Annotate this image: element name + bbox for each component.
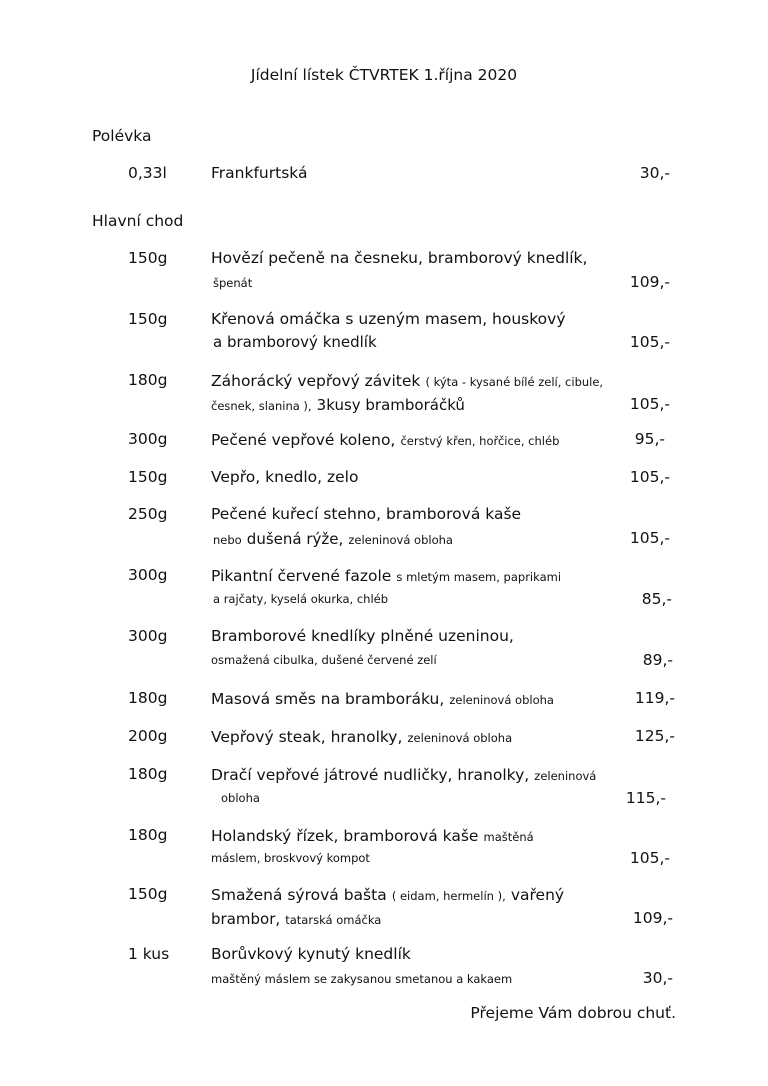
item-note: maštěná [483, 830, 534, 844]
item-price: 105,- [629, 468, 670, 486]
item-qty: 150g [128, 468, 168, 486]
item-name: Smažená sýrová bašta [211, 886, 387, 904]
item-price: 119,- [634, 689, 675, 707]
item-qty: 1 kus [128, 945, 170, 963]
item-note: zeleninová obloha [348, 533, 453, 547]
item-name: Frankfurtská [211, 164, 308, 182]
item-qty: 180g [128, 826, 168, 844]
item-note: špenát [213, 276, 253, 290]
item-note: osmažená cibulka, dušené červené zelí [211, 653, 437, 667]
item-note: ( kýta - kysané bílé zelí, cibule, [425, 375, 604, 389]
item-qty: 300g [128, 627, 168, 645]
item-name: Pikantní červené fazole [211, 567, 392, 585]
item-price: 105,- [629, 395, 670, 413]
item-name: Pečené vepřové koleno, [211, 431, 396, 449]
item-name-line1 [211, 689, 554, 708]
item-price: 105,- [629, 529, 670, 547]
item-qty: 180g [128, 371, 168, 389]
closing-wish: Přejeme Vám dobrou chuť. [470, 1004, 676, 1022]
item-name: Křenová omáčka s uzeným masem, houskový [211, 310, 566, 328]
item-price: 85,- [641, 590, 672, 608]
section-main: Hlavní chod [92, 212, 184, 230]
item-qty: 200g [128, 727, 168, 745]
item-name-line1 [211, 430, 559, 449]
item-price: 30,- [639, 164, 670, 182]
item-note: nebo [213, 533, 242, 547]
item-note: s mletým masem, paprikami [396, 570, 562, 584]
item-price: 109,- [632, 909, 673, 927]
item-name-part: 3kusy bramboráčků [316, 396, 465, 414]
item-qty: 300g [128, 430, 168, 448]
item-name-part: dušená rýže, [246, 530, 344, 548]
item-qty: 300g [128, 566, 168, 584]
item-price: 105,- [629, 849, 670, 867]
item-note: maštěný máslem se zakysanou smetanou a kakaem [211, 972, 513, 986]
item-qty: 180g [128, 765, 168, 783]
item-note: tatarská omáčka [285, 913, 382, 927]
item-qty: 150g [128, 885, 168, 903]
item-name: Hovězí pečeně na česneku, bramborový knedlík, [211, 249, 588, 267]
item-name-line1 [211, 727, 512, 746]
item-price: 105,- [629, 333, 670, 351]
item-name-line2 [213, 529, 453, 548]
item-note: obloha [221, 791, 260, 805]
item-name-line2 [211, 909, 381, 928]
item-name: Dračí vepřové játrové nudličky, hranolky, [211, 766, 530, 784]
item-name-part: brambor, [211, 910, 281, 928]
item-name-line2 [211, 395, 465, 414]
item-name-line1 [211, 566, 561, 585]
item-price: 115,- [625, 789, 666, 807]
item-price: 125,- [634, 727, 675, 745]
item-note: zeleninová obloha [407, 731, 513, 745]
item-price: 30,- [642, 969, 673, 987]
item-name-line1 [211, 765, 596, 784]
item-name: Borůvkový kynutý knedlík [211, 945, 411, 963]
item-name: Pečené kuřecí stehno, bramborová kaše [211, 505, 522, 523]
item-qty: 180g [128, 689, 168, 707]
item-name-part: vařený [510, 886, 565, 904]
item-name: Vepřo, knedlo, zelo [211, 468, 359, 486]
item-note: zeleninová obloha [449, 693, 554, 707]
item-note: ( eidam, hermelín ), [391, 889, 506, 903]
item-name: Masová směs na bramboráku, [211, 690, 445, 708]
item-price: 109,- [629, 273, 670, 291]
item-qty: 150g [128, 310, 168, 328]
item-name: Vepřový steak, hranolky, [211, 728, 403, 746]
item-qty: 150g [128, 249, 168, 267]
item-note: máslem, broskvový kompot [211, 851, 370, 865]
item-note: a rajčaty, kyselá okurka, chléb [213, 592, 389, 606]
item-name: Bramborové knedlíky plněné uzeninou, [211, 627, 514, 645]
item-name-line1 [211, 885, 564, 904]
item-qty: 250g [128, 505, 168, 523]
item-note: česnek, slanina ), [211, 399, 312, 413]
menu-title: Jídelní lístek ČTVRTEK 1.října 2020 [250, 66, 518, 84]
item-note: zeleninová [534, 769, 597, 783]
item-qty: 0,33l [128, 164, 167, 182]
section-soup: Polévka [92, 127, 152, 145]
item-name-line1 [211, 371, 603, 390]
item-note: čerstvý křen, hořčice, chléb [400, 434, 560, 448]
item-name-line2: a bramborový knedlík [213, 333, 377, 351]
item-name: Holandský řízek, bramborová kaše [211, 827, 479, 845]
item-price: 95,- [634, 430, 665, 448]
item-name-line1 [211, 826, 534, 845]
item-price: 89,- [642, 651, 673, 669]
item-name: Záhorácký vepřový závitek [211, 372, 421, 390]
